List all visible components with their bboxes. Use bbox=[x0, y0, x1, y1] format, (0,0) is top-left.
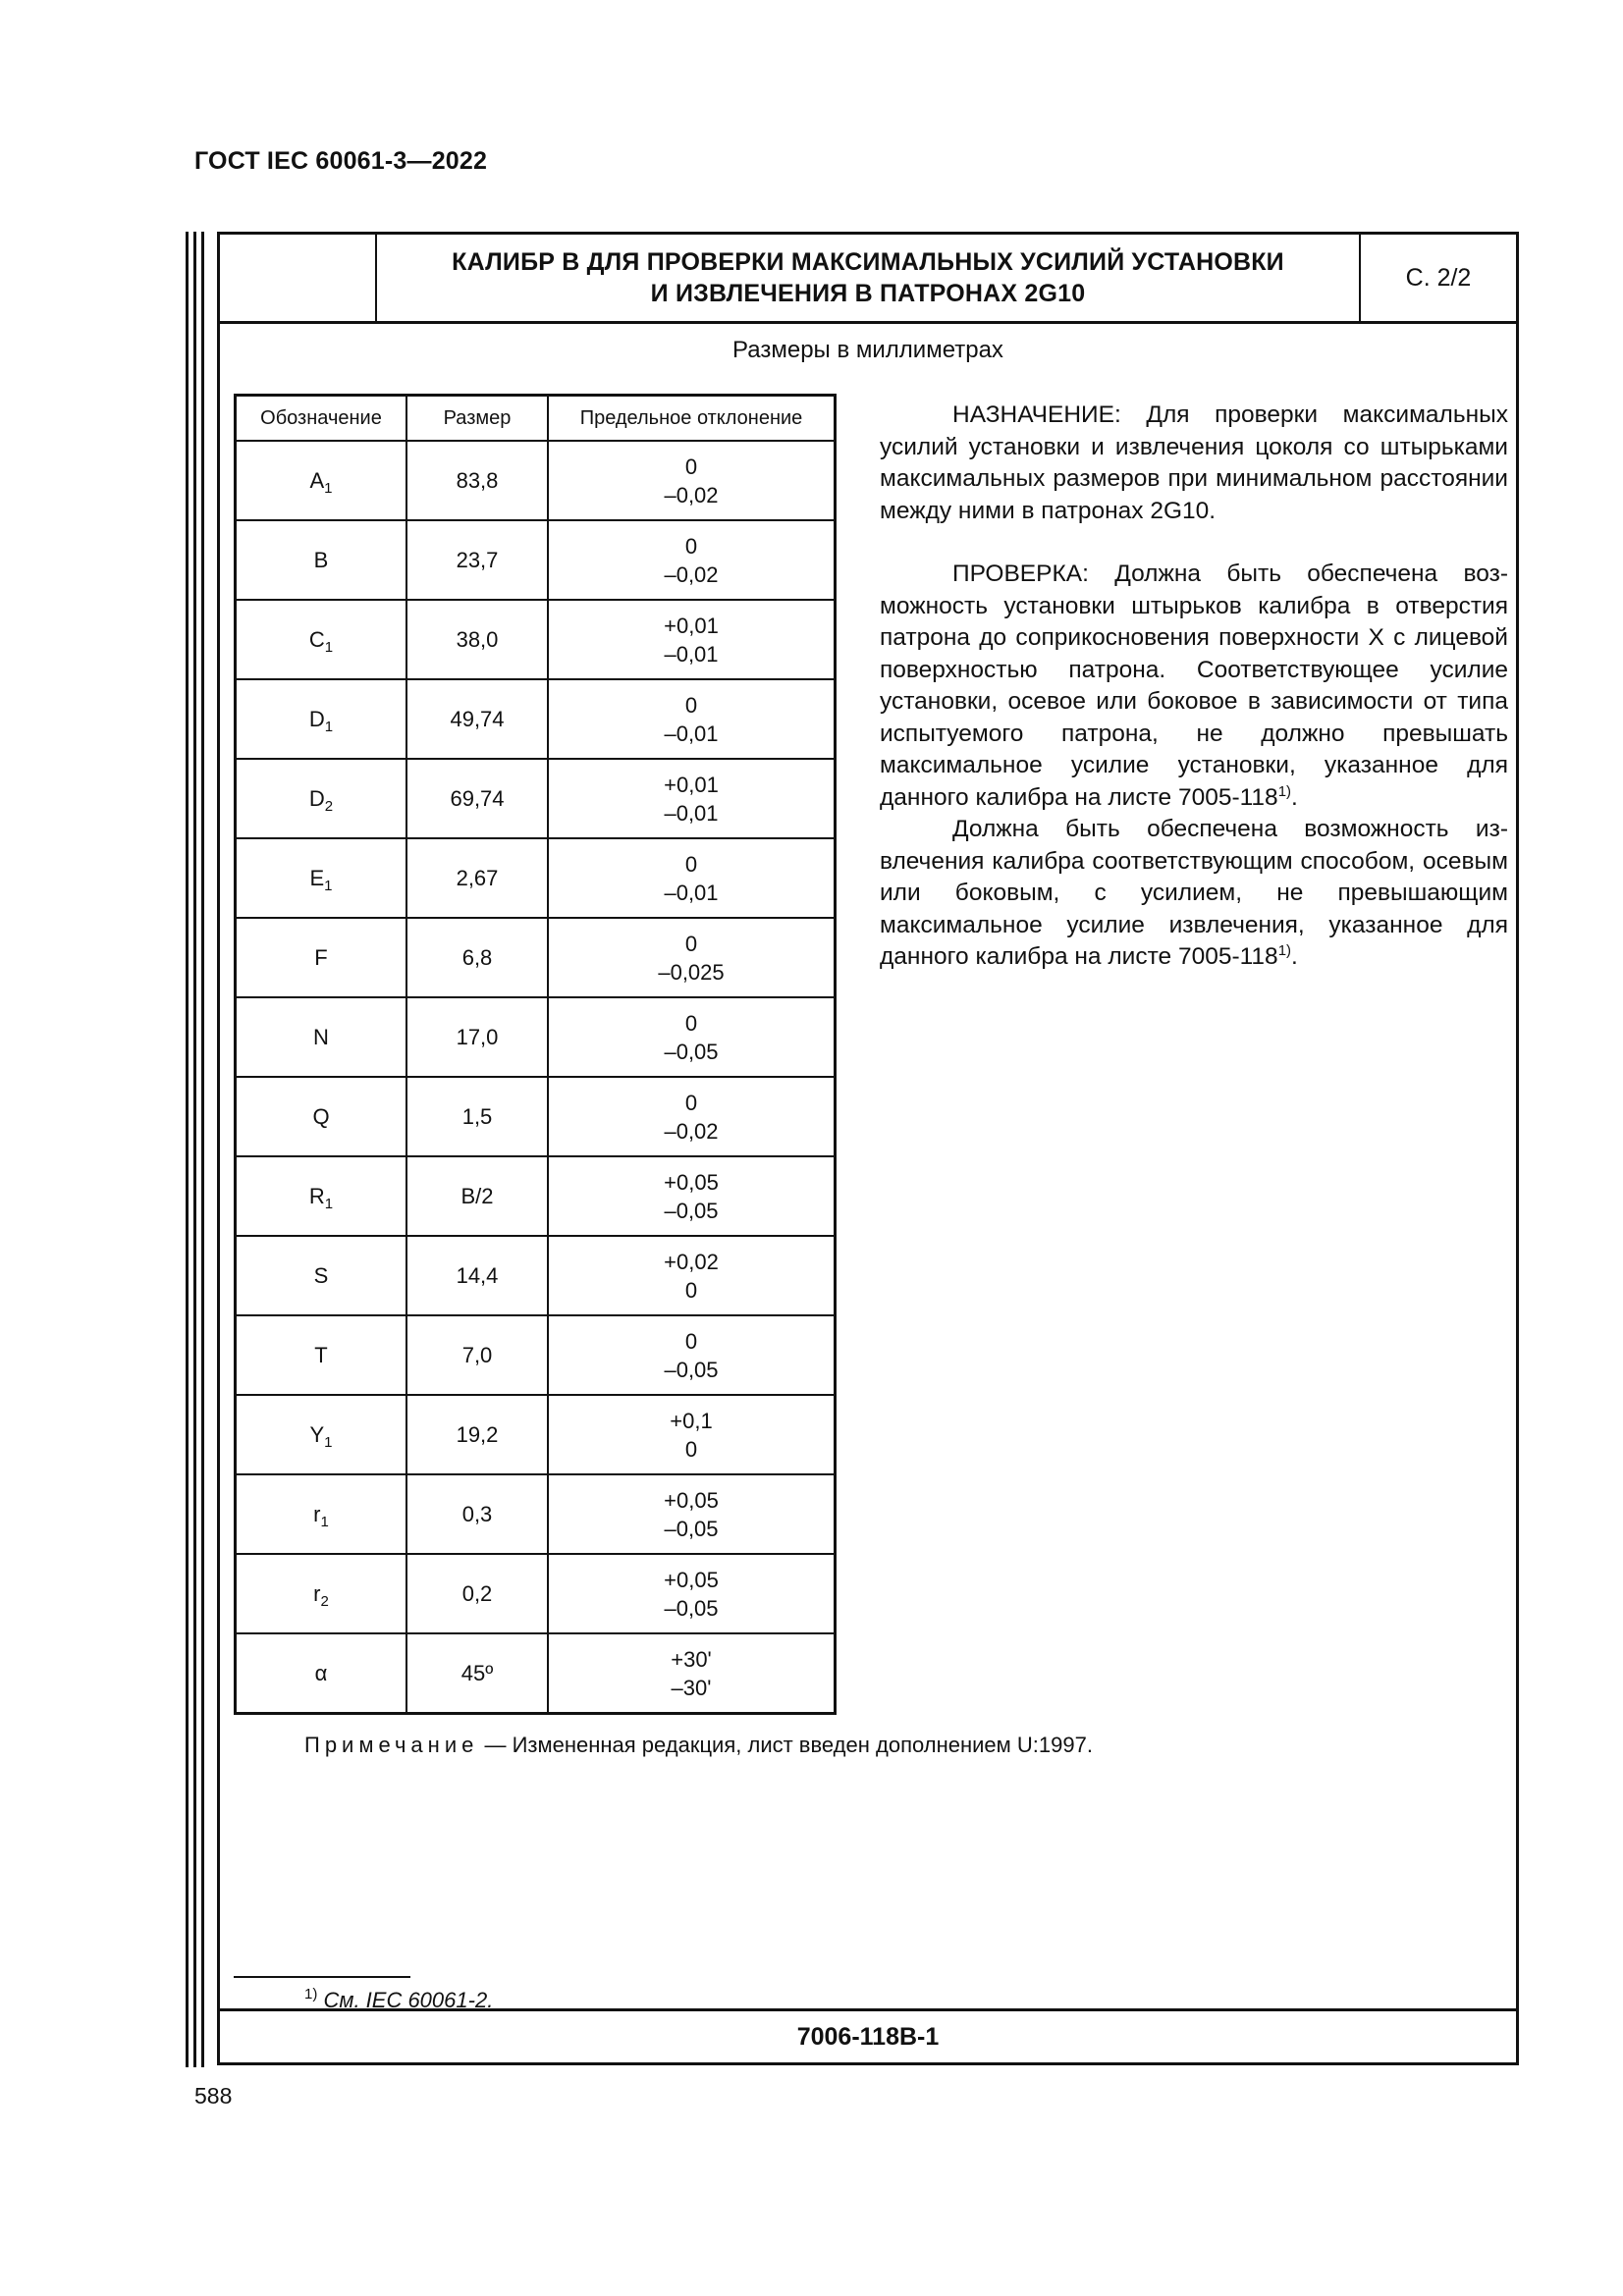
dimensions-note: Размеры в миллиметрах bbox=[732, 337, 1003, 363]
tolerance-cell bbox=[548, 1077, 836, 1156]
tolerance-cell bbox=[548, 997, 836, 1077]
tolerance-cell bbox=[548, 1236, 836, 1315]
document-code-header: ГОСТ IEC 60061-3—2022 bbox=[194, 147, 488, 175]
lower-deviation: –0,05 bbox=[664, 1039, 719, 1064]
tolerance-cell bbox=[548, 441, 836, 520]
table-row bbox=[236, 600, 836, 679]
upper-deviation: 0 bbox=[684, 454, 698, 479]
table-row bbox=[236, 1474, 836, 1554]
table-row bbox=[236, 759, 836, 838]
note-label: Примечание bbox=[304, 1733, 479, 1757]
upper-deviation: +0,1 bbox=[670, 1408, 713, 1433]
table-note bbox=[304, 1733, 1093, 1758]
header-designation: Обозначение bbox=[236, 396, 407, 442]
upper-deviation: 0 bbox=[684, 1010, 698, 1036]
designation-cell: $r_2$ bbox=[236, 1554, 407, 1633]
designation-cell: F bbox=[236, 918, 407, 997]
dimensions-table bbox=[234, 394, 837, 1715]
designation-cell: N bbox=[236, 997, 407, 1077]
footnote-ref: 1) bbox=[1277, 942, 1292, 959]
tolerance-cell bbox=[548, 1474, 836, 1554]
footnote-separator bbox=[234, 1976, 410, 1978]
size-cell: 6,8 bbox=[406, 918, 548, 997]
header-tolerance: Предельное отклонение bbox=[548, 396, 836, 442]
upper-deviation: 0 bbox=[684, 931, 698, 956]
upper-deviation: +30' bbox=[671, 1646, 712, 1672]
lower-deviation: –0,05 bbox=[664, 1357, 719, 1382]
table-row bbox=[236, 679, 836, 759]
tolerance-cell bbox=[548, 918, 836, 997]
lower-deviation: –0,01 bbox=[664, 880, 719, 905]
table-row bbox=[236, 838, 836, 918]
tolerance-cell bbox=[548, 1554, 836, 1633]
lower-deviation: –0,05 bbox=[664, 1198, 719, 1223]
size-cell: 69,74 bbox=[406, 759, 548, 838]
footnote-text: См. IEC 60061-2. bbox=[323, 1988, 494, 2012]
designation-cell: B bbox=[236, 520, 407, 600]
designation-cell: Q bbox=[236, 1077, 407, 1156]
upper-deviation: +0,01 bbox=[664, 772, 719, 797]
table-row bbox=[236, 1236, 836, 1315]
designation-cell: $R_1$ bbox=[236, 1156, 407, 1236]
tolerance-cell bbox=[548, 1315, 836, 1395]
sheet-page-indicator: С. 2/2 bbox=[1359, 235, 1516, 321]
table-row bbox=[236, 441, 836, 520]
lower-deviation: –0,02 bbox=[664, 561, 719, 587]
size-cell: 83,8 bbox=[406, 441, 548, 520]
designation-cell: T bbox=[236, 1315, 407, 1395]
upper-deviation: 0 bbox=[684, 1090, 698, 1115]
tolerance-cell bbox=[548, 1395, 836, 1474]
check-paragraph-1: ПРОВЕРКА: Должна быть обеспечена возможность установки штырьков калибра в отверстия патрона до соприкосновения поверхности X с лицевой поверхностью патрона. Соответствующее усилие установки, осевое или боковое в зависимости от типа испытуемого патрона, не должно превышать максимальное усилие установки, указанное для данного калибра на листе 7005-118$^{1)}$. bbox=[880, 561, 1508, 811]
size-cell: 38,0 bbox=[406, 600, 548, 679]
table-row bbox=[236, 1554, 836, 1633]
purpose-paragraph: НАЗНАЧЕНИЕ: Для проверки максимальных усилий установки и извлечения цоколя со штырьками максимальных размеров при минимальном расстоянии между ними в патронах 2G10. bbox=[880, 401, 1508, 524]
footnote-ref: 1) bbox=[1277, 782, 1292, 800]
note-text: — Измененная редакция, лист введен дополнением U:1997. bbox=[478, 1733, 1093, 1757]
upper-deviation: +0,05 bbox=[664, 1169, 719, 1195]
size-cell: 7,0 bbox=[406, 1315, 548, 1395]
lower-deviation: –0,01 bbox=[664, 721, 719, 746]
upper-deviation: 0 bbox=[684, 533, 698, 559]
lower-deviation: –0,05 bbox=[664, 1595, 719, 1621]
size-cell: 0,2 bbox=[406, 1554, 548, 1633]
designation-cell: $D_1$ bbox=[236, 679, 407, 759]
lower-deviation: –0,01 bbox=[664, 641, 719, 667]
tolerance-cell bbox=[548, 1156, 836, 1236]
table-row bbox=[236, 918, 836, 997]
tolerance-cell bbox=[548, 600, 836, 679]
table-row bbox=[236, 1156, 836, 1236]
header-size: Размер bbox=[406, 396, 548, 442]
size-cell: 1,5 bbox=[406, 1077, 548, 1156]
designation-cell: $C_1$ bbox=[236, 600, 407, 679]
upper-deviation: 0 bbox=[684, 1328, 698, 1354]
designation-cell: $D_2$ bbox=[236, 759, 407, 838]
designation-cell: $A_1$ bbox=[236, 441, 407, 520]
designation-cell: $Y_1$ bbox=[236, 1395, 407, 1474]
upper-deviation: 0 bbox=[684, 851, 698, 877]
title-block bbox=[220, 235, 1516, 324]
upper-deviation: +0,01 bbox=[664, 613, 719, 638]
size-cell: 19,2 bbox=[406, 1395, 548, 1474]
lower-deviation: –0,02 bbox=[664, 482, 719, 507]
lower-deviation: 0 bbox=[684, 1436, 698, 1462]
lower-deviation: –0,025 bbox=[658, 959, 725, 985]
size-cell: B/2 bbox=[406, 1156, 548, 1236]
size-cell: 0,3 bbox=[406, 1474, 548, 1554]
sheet-title-line-2: И ИЗВЛЕЧЕНИЯ В ПАТРОНАХ 2G10 bbox=[650, 280, 1086, 307]
upper-deviation: +0,02 bbox=[664, 1249, 719, 1274]
size-cell: 49,74 bbox=[406, 679, 548, 759]
table-row bbox=[236, 1077, 836, 1156]
size-cell: 2,67 bbox=[406, 838, 548, 918]
lower-deviation: –30' bbox=[671, 1675, 712, 1700]
designation-cell: $r_1$ bbox=[236, 1474, 407, 1554]
binding-margin-lines bbox=[186, 232, 205, 2067]
table-row bbox=[236, 1315, 836, 1395]
designation-cell: $E_1$ bbox=[236, 838, 407, 918]
size-cell: 17,0 bbox=[406, 997, 548, 1077]
size-cell: 14,4 bbox=[406, 1236, 548, 1315]
tolerance-cell bbox=[548, 759, 836, 838]
lower-deviation: –0,05 bbox=[664, 1516, 719, 1541]
table-row bbox=[236, 520, 836, 600]
lower-deviation: –0,01 bbox=[664, 800, 719, 826]
table-row bbox=[236, 1395, 836, 1474]
check-paragraph-2: Должна быть обеспечена возможность извлечения калибра соответствующим способом, осевым или боковым, с усилием, не превышающим максимальное усилие извлечения, указанное для данного калибра на листе 7005-118$^{1)}$. bbox=[880, 816, 1508, 970]
lower-deviation: –0,02 bbox=[664, 1118, 719, 1144]
tolerance-cell bbox=[548, 1633, 836, 1714]
table-header-row bbox=[236, 396, 836, 442]
size-cell: 45º bbox=[406, 1633, 548, 1714]
footnote-mark: 1) bbox=[304, 1986, 318, 2002]
designation-cell: α bbox=[236, 1633, 407, 1714]
sheet-frame bbox=[217, 232, 1519, 2065]
tolerance-cell bbox=[548, 838, 836, 918]
table-row bbox=[236, 1633, 836, 1714]
lower-deviation: 0 bbox=[684, 1277, 698, 1303]
upper-deviation: 0 bbox=[684, 692, 698, 718]
sheet-title bbox=[377, 235, 1359, 321]
designation-cell: S bbox=[236, 1236, 407, 1315]
description-text bbox=[880, 400, 1508, 974]
tolerance-cell bbox=[548, 520, 836, 600]
title-blank-cell bbox=[220, 235, 377, 321]
tolerance-cell bbox=[548, 679, 836, 759]
sheet-code: 7006-118B-1 bbox=[220, 2008, 1516, 2062]
table-row bbox=[236, 997, 836, 1077]
upper-deviation: +0,05 bbox=[664, 1487, 719, 1513]
upper-deviation: +0,05 bbox=[664, 1567, 719, 1592]
page-number: 588 bbox=[194, 2083, 233, 2109]
size-cell: 23,7 bbox=[406, 520, 548, 600]
sheet-title-line-1: КАЛИБР В ДЛЯ ПРОВЕРКИ МАКСИМАЛЬНЫХ УСИЛИЙ УСТАНОВКИ bbox=[452, 248, 1284, 276]
